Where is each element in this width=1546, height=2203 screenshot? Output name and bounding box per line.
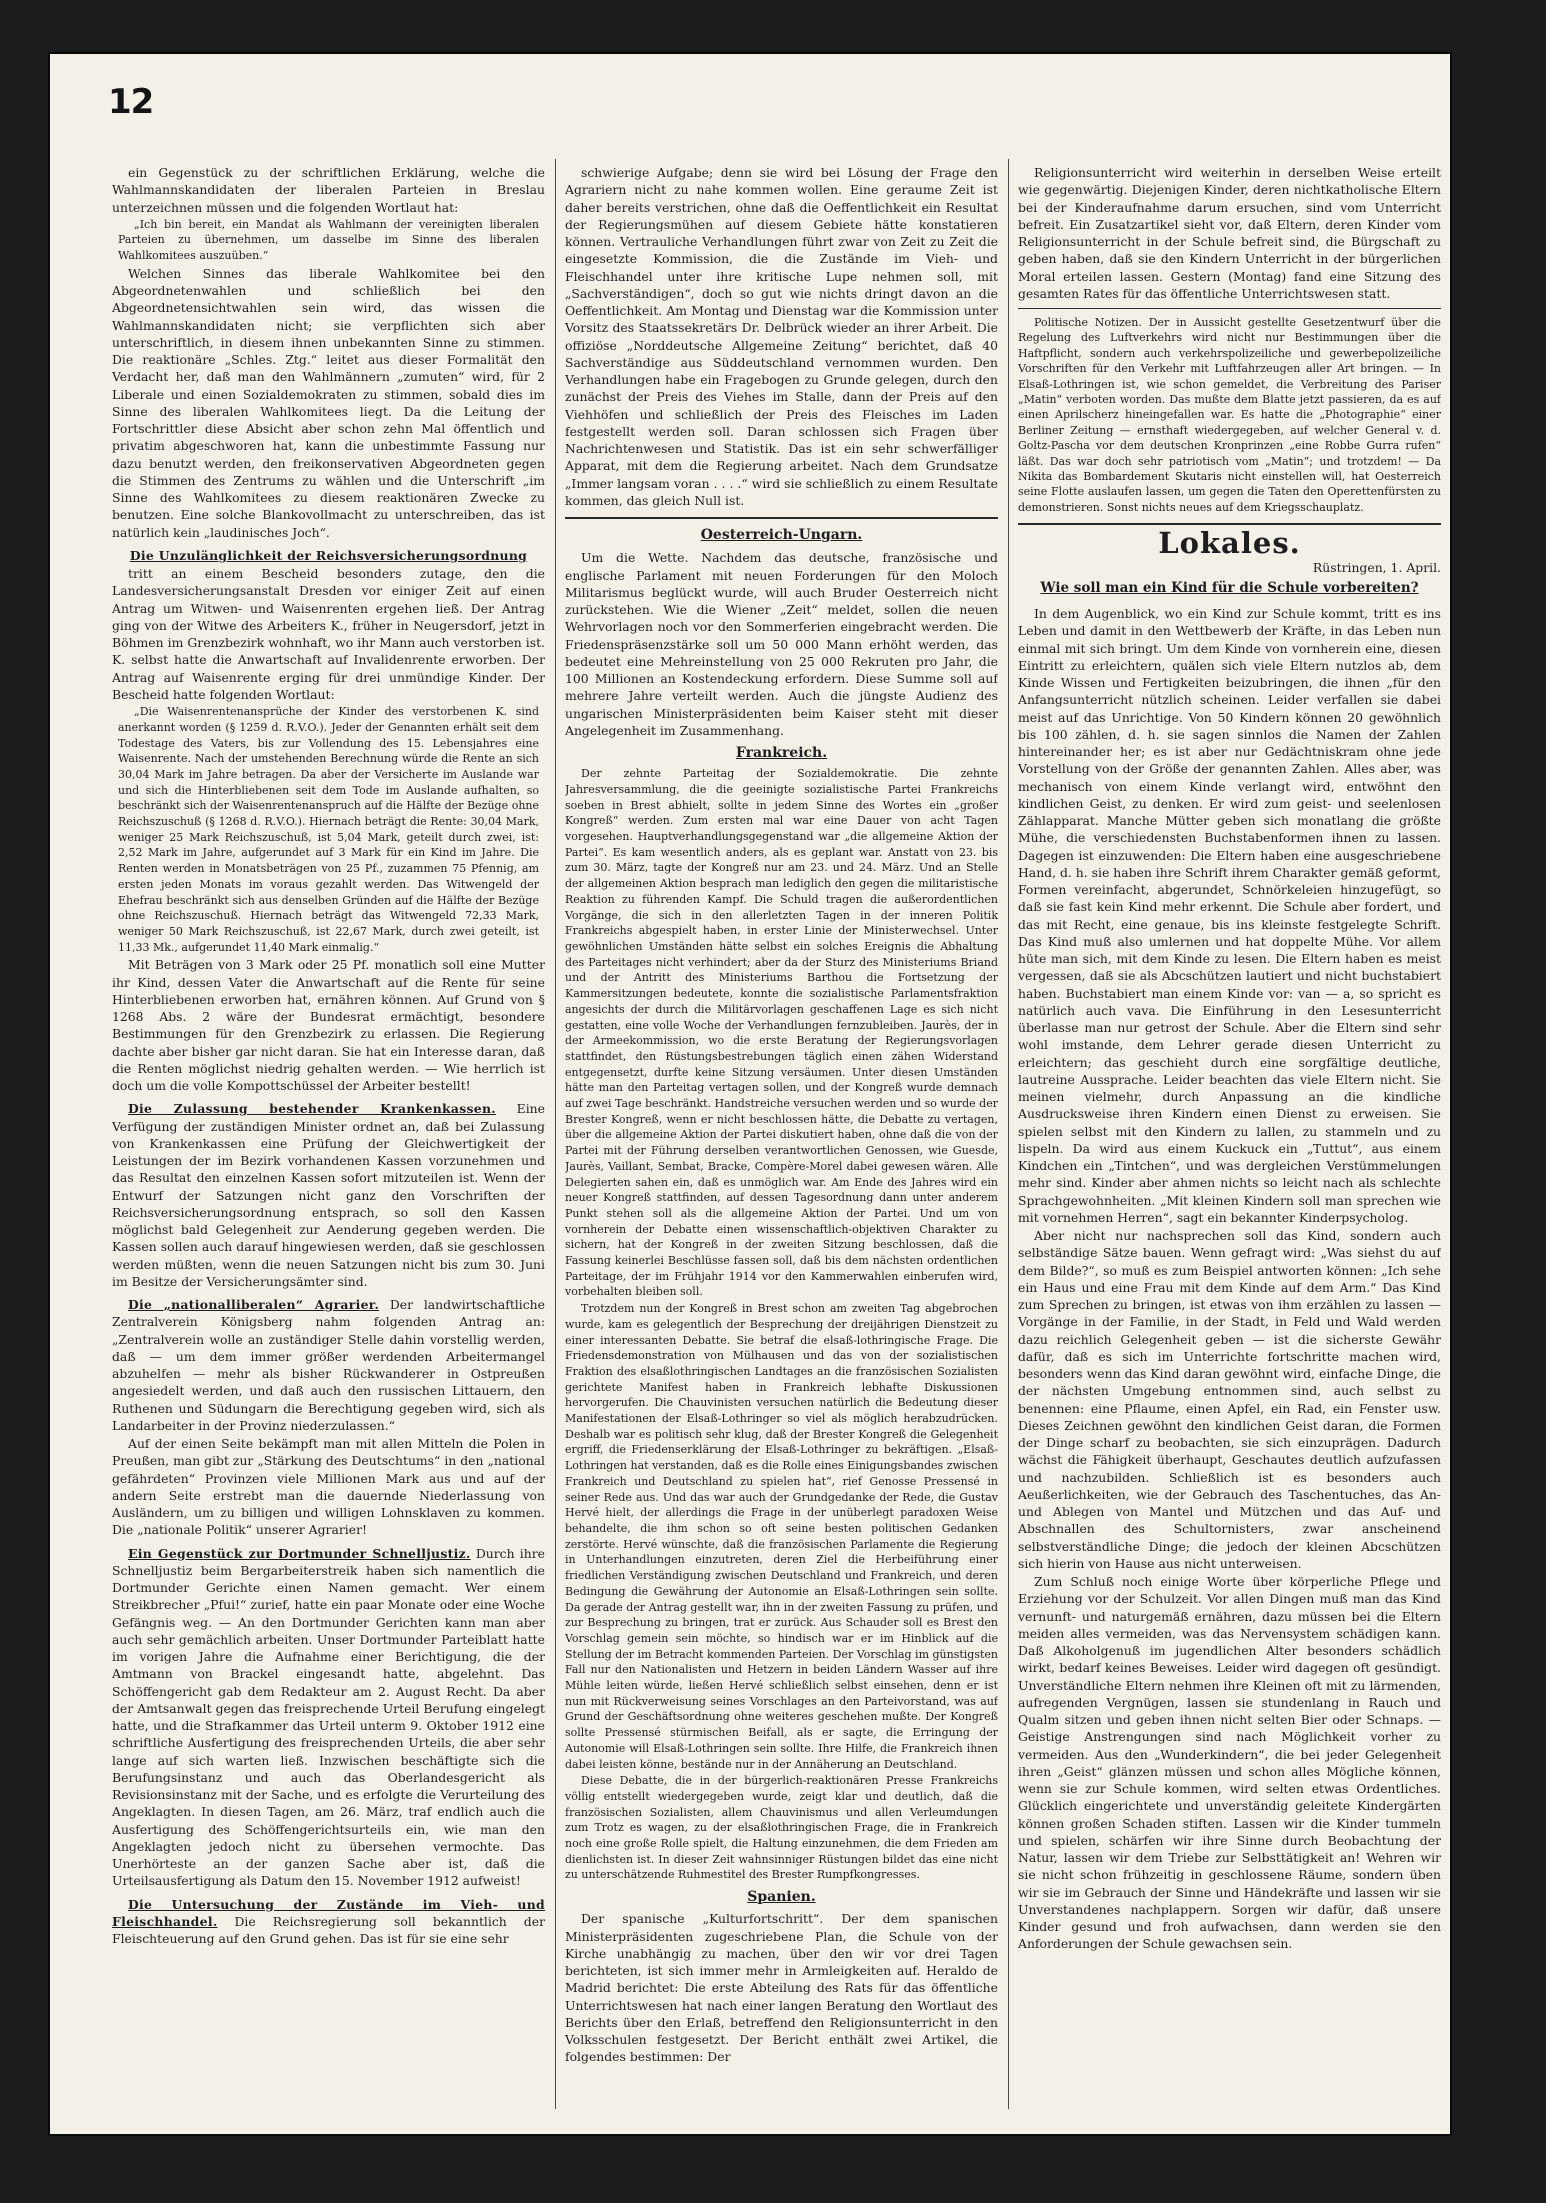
article-heading: Die Zulassung bestehender Krankenkassen. [128, 1101, 496, 1117]
quote-text: „Ich bin bereit, ein Mandat als Wahlmann der vereinigten liberalen Parteien zu übernehmen, um dasselbe im Sinne des liberalen Wahlkomitees auszuüben.“ [118, 217, 539, 263]
article-text: Der spanische „Kulturfortschritt“. Der dem spanischen Ministerpräsidenten zugeschriebene Plan, die Schule von der Kirche unabhängig zu machen, über den wir vor drei Tagen berichteten, ist sich immer mehr in Armleigkeiten auf. Heraldo de Madrid berichtet: Die erste Abteilung des Rats für das öffentliche Unterrichtswesen hat nach einer langen Beratung den Wortlaut des Berichts über den Erlaß, betreffend den Religionsunterricht in den Volksschulen festgesetzt. Der Bericht enthält zwei Artikel, die folgendes bestimmen: Der [565, 1911, 998, 2065]
article-text: Aber nicht nur nachsprechen soll das Kind, sondern auch selbständige Sätze bauen. Wenn gefragt wird: „Was siehst du auf dem Bilde?“, so muß es zum Beispiel antworten können: „Ich sehe ein Haus und eine Frau mit dem Kinde auf dem Arm.“ Das Kind zum Sprechen zu bringen, ist etwas von ihm erzählen zu lassen — Vorgänge in der Familie, in der Stadt, in Feld und Wald werden dazu reichlich Gelegenheit geben — ist die sicherste Gewähr dafür, daß es sich im Unterrichte fortschritte machen wird, besonders wenn das Kind daran gewöhnt wird, einfache Dinge, die der nächsten Umgebung entnommen sind, auch selbst zu benennen: eine Pflaume, einen Apfel, ein Rad, ein Fenster usw. Dieses Zeichnen gewöhnt den kindlichen Geist daran, die Formen der Dinge scharf zu beobachten, sie sich einzuprägen. Dadurch wächst die Fähigkeit überhaupt, Geschautes deutlich aufzufassen und nachzubilden. Schließlich ist es besonders auch Aeußerlichkeiten, wie der Gebrauch des Taschentuches, das An- und Ablegen von Mantel und Mützchen und das Auf- und Abschnallen des Schultornisters, zwar anscheinend selbstverständliche Dinge; die jedoch der kleinen Abcschützen sich hierin von Hause aus nicht unterweisen. [1018, 1228, 1441, 1571]
article-text: tritt an einem Bescheid besonders zutage, den die Landesversicherungsanstalt Dresden vor einiger Zeit auf einen Antrag um Witwen- und Waisenrenten ergehen ließ. Der Antrag ging von der Witwe des Arbeiters K., früher in Neugersdorf, jetzt in Böhmen im Grenzbezirk wohnhaft, wo ihr Mann auch verstorben ist. K. selbst hatte die Anwartschaft auf Invalidenrente erworben. Der Antrag auf Waisenrente erging für drei unmündige Kinder. Der Bescheid hatte folgenden Wortlaut: [112, 566, 545, 702]
article-text: Auf der einen Seite bekämpft man mit allen Mitteln die Polen in Preußen, man gibt zur „Stärkung des Deutschtums“ in den „national gefährdeten“ Provinzen viele Millionen Mark aus und auf der andern Seite erstrebt man die dauernde Niederlassung von Ausländern, um zu billigen und willigen Lohnsklaven zu kommen. Die „nationale Politik“ unserer Agrarier! [112, 1436, 545, 1538]
article-text: Der landwirtschaftliche Zentralverein Königsberg nahm folgenden Antrag an: „Zentralverein wolle an zuständiger Stelle dahin vorstellig werden, daß — um dem immer größer werdenden Arbeitermangel abzuhelfen — mehr als bisher Rückwanderer in Ostpreußen angesiedelt werden, und daß auch den russischen Littauern, den Ruthenen und Südungarn die Berechtigung gegeben wird, sich als Landarbeiter in der Provinz niederzulassen.“ [112, 1297, 545, 1433]
article-text: Trotzdem nun der Kongreß in Brest schon am zweiten Tag abgebrochen wurde, kam es gelegentlich der Besprechung der dreijährigen Dienstzeit zu einer interessanten Debatte. Sie betraf die elsaß-lothringische Frage. Die Friedensdemonstration von Mülhausen und das von der sozialistischen Fraktion des elsaßlothringischen Landtages an die französischen Sozialisten gerichtete Manifest haben in Frankreich lebhafte Diskussionen hervorgerufen. Die Chauvinisten versuchen natürlich die Bedeutung dieser Manifestationen der Elsaß-Lothringer so viel als möglich herabzudrücken. Deshalb war es politisch sehr klug, daß der Brester Kongreß die Gelegenheit ergriff, die Friedenserklärung der Elsaß-Lothringer zu bekräftigen. „Elsaß-Lothringen hat verstanden, daß es die Rolle eines Einigungsbandes zwischen Frankreich und Deutschland zu spielen hat“, rief Genosse Pressensé in seiner Rede aus. Und das war auch der Grundgedanke der Rede, die Gustav Hervé hielt, der allerdings die Frage in der unüberlegt paradoxen Weise behandelte, die ihm schon so oft seine besten politischen Gedanken zerstörte. Hervé wünschte, daß die französischen Parlamente die Regierung in Unterhandlungen einzutreten, deren Ziel die Herbeiführung einer friedlichen Verständigung zwischen Deutschland und Frankreich, und deren Bedingung die Gewährung der Autonomie an Elsaß-Lothringen sein sollte. Da gerade der Antrag gestellt war, ihn in der zweiten Fassung zu prüfen, und zur Besprechung zu bringen, trat er zurück. Aus Schauder soll es Brest den Vorschlag gemein sein möchte, so hindisch war er im Hinblick auf die Stellung der im Betracht kommenden Parteien. Der Vorschlag im günstigsten Fall nur den Nationalisten und Hetzern in beiden Ländern Wasser auf ihre Mühle leiten würde, ließen Hervé schließlich selbst einsehen, denn er ist nun mit Rückverweisung seines Vorschlages an den Parteivorstand, was auf Grund der Geschäftsordnung ohne weiteres geschehen mußte. Der Kongreß sollte Pressensé stürmischen Beifall, als er sagte, die Erringung der Autonomie will Elsaß-Lothringen sein sollte. Ihre Hilfe, die Frankreich ihnen dabei leisten könne, bestände nur in der Annäherung an Deutschland. [565, 1302, 998, 1771]
section-rule [1018, 523, 1441, 525]
dateline: Rüstringen, 1. April. [1312, 559, 1441, 575]
newspaper-page [50, 54, 1450, 2134]
section-rule [565, 517, 998, 519]
section-heading: Oesterreich-Ungarn. [700, 527, 863, 543]
column-divider [1008, 159, 1009, 2109]
article-text: Der zehnte Parteitag der Sozialdemokratie. Die zehnte Jahresversammlung, die die geeinigte sozialistische Partei Frankreichs soeben in Brest abhielt, sollte in jedem Sinne des Wortes ein „großer Kongreß“ werden. Zum ersten mal war eine Dauer von acht Tagen vorgesehen. Hauptverhandlungsgegenstand war „die allgemeine Aktion der Partei“. Es kam wesentlich anders, als es geplant war. Anstatt von 23. bis zum 30. März, tagte der Kongreß nur am 23. und 24. März. Und an Stelle der allgemeinen Aktion besprach man lediglich den gegen die militaristische Reaktion zu führenden Kampf. Die Schuld tragen die außerordentlichen Vorgänge, die sich in den allerletzten Tagen in der inneren Politik Frankreichs abgespielt haben, in erster Linie der Ministerwechsel. Unter gewöhnlichen Umständen hätte selbst ein solches Ereignis die Abhaltung des Parteitages nicht verhindert; aber da der Sturz des Ministeriums Briand und der Antritt des Ministeriums Barthou die Fortsetzung der Kammersitzungen bedeutete, konnte die sozialistische Parlamentsfraktion angesichts der durch die Militärvorlagen geschaffenen Lage es sich nicht gestatten, eine volle Woche der Verhandlungen fernzubleiben. Jaurès, der in der Armeekommission, wo die erste Beratung der Regierungsvorlagen stattfindet, den Rüstungsbestrebungen täglich einen zähen Widerstand entgegensetzt, durfte keine Sitzung versäumen. Unter diesen Umständen hätte man den Parteitag vertagen sollen, und der Kongreß wurde demnach auf zwei Tage beschränkt. Handstreiche versuchen werden und so wurde der Brester Kongreß, wenn er nicht beschlossen hätte, die Debatte zu vertagen, über die allgemeine Aktion der Partei diskutiert haben, ohne daß die von der Partei mit der Führung derselben verantwortlichen Genossen, wie Guesde, Jaurès, Vaillant, Sembat, Bracke, Compère-Morel dabei gewesen wären. Alle Delegierten sahen ein, daß es unmöglich war. Am Ende des Jahres wird ein neuer Kongreß stattfinden, auf dessen Tagesordnung dann unter anderem Punkt stehen soll als die allgemeine Aktion der Partei. Und um von vornherein der Debatte einen wissenschaftlich-objektiven Charakter zu sichern, hat der Kongreß in der zweiten Sitzung beschlossen, daß die Fassung keinerlei Beschlüsse fassen soll, daß bis dem nächsten ordentlichen Parteitage, der im Frühjahr 1914 vor den Kammerwahlen einberufen wird, vorbehalten bleiben soll. [565, 767, 998, 1299]
article-text: Diese Debatte, die in der bürgerlich-reaktionären Presse Frankreichs völlig entstellt wiedergegeben wurde, zeigt klar und deutlich, daß die französischen Sozialisten, allem Chauvinismus und allen Verleumdungen zum Trotz es wagen, zu der elsaßlothringischen Frage, die in Frankreich noch eine große Rolle spielt, die Haltung einzunehmen, die dem Frieden am dienlichsten ist. In dieser Zeit wahnsinniger Rüstungen bildet das eine nicht zu unterschätzende Ruhmestitel des Brester Rumpfkongresses. [565, 1774, 998, 1882]
article-text: Religionsunterricht wird weiterhin in derselben Weise erteilt wie gegenwärtig. Diejenigen Kinder, deren nichtkatholische Eltern bei der Kinderaufnahme darum ersuchen, sind vom Unterricht befreit. Ein Zusatzartikel sieht vor, daß Eltern, deren Kinder vom Religionsunterricht in der Schule befreit sind, die Bürgschaft zu geben haben, daß sie den Kindern Unterricht in der bürgerlichen Moral erteilen lassen. Gestern (Montag) fand eine Sitzung des gesamten Rates für das öffentliche Unterrichtswesen statt. [1018, 165, 1441, 301]
column-right [1018, 164, 1441, 2109]
quote-text: „Die Waisenrentenansprüche der Kinder des verstorbenen K. sind anerkannt worden (§ 1259 d. R.V.O.). Jeder der Genannten erhält seit dem Todestage des Vaters, bis zur Vollendung des 15. Lebensjahres eine Waisenrente. Nach der umstehenden Berechnung würde die Rente an sich 30,04 Mark im Jahre betragen. Da aber der Versicherte im Auslande war und sich die Hinterbliebenen seit dem Tode im Auslande aufhalten, so beschränkt sich der Waisenrentenanspruch auf die Hälfte der Bezüge ohne Reichszuschuß (§ 1268 d. R.V.O.). Hiernach beträgt die Rente: 30,04 Mark, weniger 25 Mark Reichszuschuß, ist 5,04 Mark, geteilt durch zwei, ist: 2,52 Mark im Jahre, aufgerundet auf 3 Mark für ein Kind im Jahre. Die Renten werden in Monatsbeträgen von 25 Pf., zuzammen 75 Pfennig, am ersten jeden Monats im voraus gezahlt werden. Das Witwengeld der Ehefrau beschränkt sich aus denselben Gründen auf die Hälfte der Bezüge ohne Reichszuschuß. Hiernach beträgt das Witwengeld 72,33 Mark, weniger 50 Mark Reichszuschuß, ist 22,67 Mark, durch zwei geteilt, ist 11,33 Mk., aufgerundet 11,40 Mark einmalig.“ [118, 705, 539, 954]
article-text: ein Gegenstück zu der schriftlichen Erklärung, welche die Wahlmannskandidaten der liberalen Parteien in Breslau unterzeichnen müssen und die folgenden Wortlaut hat: [112, 165, 545, 215]
page-number: 12 [108, 82, 154, 122]
column-middle [565, 164, 998, 2109]
article-text: Zum Schluß noch einige Worte über körperliche Pflege und Erziehung vor der Schulzeit. Vor allen Dingen muß man das Kind vernunft- und naturgemäß ernähren, dazu müssen bei die Eltern meiden alles vermeiden, was das Nervensystem schädigen kann. Daß Alkoholgenuß im jugendlichen Alter besonders schädlich wirkt, bedarf keines Beweises. Leider wird dagegen oft gesündigt. Unverständliche Eltern nehmen ihre Kleinen oft mit zu lärmenden, aufregenden Vergnügen, lassen sie stundenlang in Rauch und Qualm sitzen und geben ihnen nicht selten Bier oder Schnaps. — Geistige Anstrengungen sind nach Möglichkeit vorher zu vermeiden. Aus den „Wunderkindern“, die bei jeder Gelegenheit ihren „Geist“ glänzen müssen und schon alles Mögliche können, wenn sie zur Schule kommen, wird selten etwas Ordentliches. Glücklich eingerichtete und unverständig geleitete Kindergärten können großen Schaden stiften. Lassen wir die Kinder tummeln und spielen, schärfen wir ihre Sinne durch Beobachtung der Natur, lassen wir dem Triebe zur Selbsttätigkeit an! Wehren wir sie nicht schon frühzeitig in geschlossene Räume, sondern üben wir sie im Gebrauch der Sinne und Händekräfte und lassen wir sie Unverstandenes nachplappern. Sorgen wir dafür, daß unsere Kinder gesund und froh aufwachsen, dann werden sie den Anforderungen der Schule gewachsen sein. [1018, 1574, 1441, 1952]
article-heading: Die Untersuchung der Zustände im Vieh- und Fleischhandel. [112, 1896, 545, 1929]
article-text: Eine Verfügung der zuständigen Minister ordnet an, daß bei Zulassung von Krankenkassen eine Prüfung der Gleichwertigkeit der Leistungen der im Bezirk vorhandenen Kassen vorzunehmen und das Resultat den einzelnen Kassen sofort mitzuteilen ist. Wenn der Entwurf der Satzungen nicht ganz den Vorschriften der Reichsversicherungsordnung entsprach, so soll den Kassen möglichst bald Gelegenheit zur Aenderung gegeben werden. Die Kassen sollen auch darauf hingewiesen werden, daß sie geschlossen werden müßten, wenn die neuen Satzungen nicht bis zum 30. Juni im Besitze der Versicherungsämter sind. [112, 1101, 545, 1289]
article-text: schwierige Aufgabe; denn sie wird bei Lösung der Frage den Agrariern nicht zu nahe kommen wollen. Eine geraume Zeit ist daher bereits verstrichen, ohne daß die Oeffentlichkeit ein Resultat der Regierungsmühen auf diesem Gebiete hätte konstatieren können. Vertrauliche Verhandlungen führt zwar von Zeit zu Zeit die eingesetzte Kommission, die die Zustände im Vieh- und Fleischhandel unter ihre kritische Lupe nehmen soll, mit „Sachverständigen“, doch so gut wie nichts dringt davon an die Oeffentlichkeit. Am Montag und Dienstag war die Kommission unter Vorsitz des Staatssekretärs Dr. Delbrück wieder an ihrer Arbeit. Die offiziöse „Norddeutsche Allgemeine Zeitung“ berichtet, daß 40 Sachverständige aus Süddeutschland vernommen wurden. Den Verhandlungen habe ein Fragebogen zu Grunde gelegen, durch den zunächst der Preis des Viehes im Stalle, dann der Preis auf den Viehhöfen und schließlich der Preis des Fleisches im Laden festgestellt werden soll. Daran schlossen sich Fragen über Nachrichtenwesen und Statistik. Das ist ein sehr schwerfälliger Apparat, mit dem die Regierung arbeitet. Nach dem Grundsatze „Immer langsam voran . . . .“ wird sie schließlich zu einem Resultate kommen, das gleich Null ist. [565, 165, 998, 508]
article-text: Mit Beträgen von 3 Mark oder 25 Pf. monatlich soll eine Mutter ihr Kind, dessen Vater die Anwartschaft auf die Rente für seine Hinterbliebenen erworben hat, ernähren können. Auf Grund von § 1268 Abs. 2 wäre der Bundesrat ermächtigt, besondere Bestimmungen für den Grenzbezirk zu erlassen. Die Regierung dachte aber bisher gar nicht daran. Sie hat ein Interesse daran, daß die Renten möglichst niedrig gehalten werden. — Wie herrlich ist doch um die volle Kompottschüssel der Arbeiter bestellt! [112, 957, 545, 1094]
article-heading: Die Unzulänglichkeit der Reichsversicherungsordnung [129, 547, 528, 563]
article-text: Durch ihre Schnelljustiz beim Bergarbeiterstreik haben sich namentlich die Dortmunder Gerichte einen Namen gemacht. Wer einem Streikbrecher „Pfui!“ zurief, hatte ein paar Monate oder eine Woche Gefängnis weg. — An den Dortmunder Gerichten kann man aber auch sehr gemächlich arbeiten. Unser Dortmunder Parteiblatt hatte im vorigen Jahre die Aufnahme einer Berichtigung, die der Amtmann von Brackel eingesandt hatte, abgelehnt. Das Schöffengericht gab dem Redakteur am 2. August Recht. Da aber der Amtsanwalt gegen das freisprechende Urteil Berufung eingelegt hatte, und die Strafkammer das Urteil unterm 9. Oktober 1912 eine schriftliche Ausfertigung des freisprechenden Urteils, die aber sehr lange auf sich warten ließ. Inzwischen beschäftigte sich die Berufungsinstanz und auch das Oberlandesgericht als Revisionsinstanz mit der Sache, und es erfolgte die Verurteilung des Angeklagten. In diesen Tagen, am 26. März, traf endlich auch die Ausfertigung des Schöffengerichtsurteils ein, wie man den Angeklagten jedoch nicht zu übersehen vermochte. Das Unerhörteste an der ganzen Sache aber ist, daß die Urteilsausfertigung als Datum den 15. November 1912 aufweist! [112, 1545, 545, 1889]
column-left [112, 164, 545, 2109]
political-notes: Politische Notizen. Der in Aussicht gestellte Gesetzentwurf über die Regelung des Luftverkehrs wird nicht nur Bestimmungen über die Haftpflicht, sondern auch verkehrspolizeiliche und gewerbepolizeiliche Vorschriften für den Verkehr mit Luftfahrzeugen aller Art bringen. — In Elsaß-Lothringen ist, wie schon gemeldet, die Verbreitung des Pariser „Matin“ verboten worden. Das mußte dem Blatte jetzt passieren, da es auf einen Aprilscherz hineingefallen war. Es hatte die „Photographie“ einer Berliner Zeitung — ernsthaft wiedergegeben, auf welcher General v. d. Goltz-Pascha vor dem deutschen Kronprinzen „eine Robbe Gurra rufen“ läßt. Das war doch sehr patriotisch vom „Matin“; und trotzdem! — Da Nikita das Bombardement Skutaris nicht einstellen will, hat Oesterreich seine Flotte auslaufen lassen, um gegen die Taten den Operettenfürsten zu demonstrieren. Sonst nichts neues auf dem Kriegsschauplatz. [1018, 316, 1441, 514]
article-text: Die Reichsregierung soll bekanntlich der Fleischteuerung auf den Grund gehen. Das ist für sie eine sehr [112, 1913, 545, 1947]
article-text: Welchen Sinnes das liberale Wahlkomitee bei den Abgeordnetenwahlen und schließlich bei den Abgeordnetensichtwahlen sein wird, das wissen die Wahlmannskandidaten nicht; sie verpflichten sich aber unterschriftlich, in diesem ihnen unbekannten Sinne zu stimmen. Die reaktionäre „Schles. Ztg.“ leitet aus dieser Formalität den Verdacht her, daß man den Wahlmännern „zumuten“ wird, für 2 Liberale und einen Sozialdemokraten zu stimmen, sobald dies im Sinne des liberalen Wahlkomitees liegt. Da die Leitung der Fortschrittler diese Absicht aber schon zehn Mal öffentlich und privatim abgeschworen hat, kann die unbestimmte Fassung nur dazu benutzt werden, den freikonservativen Abgeordneten gegen die Stimmen des Zentrums zu wählen und die Unterschrift „im Sinne des Wahlkomitees zu diesem reaktionären Zwecke zu benutzen. Eine solche Blankovollmacht zu unterschreiben, das ist natürlich kein „laudinisches Joch“. [112, 265, 545, 540]
article-heading: Ein Gegenstück zur Dortmunder Schnelljustiz. [128, 1545, 471, 1561]
section-rule [1018, 308, 1441, 309]
section-title-lokales: Lokales. [1158, 526, 1301, 561]
column-divider [555, 159, 556, 2109]
section-heading: Frankreich. [735, 745, 828, 761]
article-heading: Die „nationalliberalen“ Agrarier. [128, 1297, 380, 1313]
article-heading: Wie soll man ein Kind für die Schule vorbereiten? [1040, 579, 1419, 596]
section-heading: Spanien. [747, 1889, 816, 1906]
article-text: In dem Augenblick, wo ein Kind zur Schule kommt, tritt es ins Leben und damit in den Wettbewerb der Kräfte, in das Leben nun einmal mit sich bringt. Um dem Kinde von vornherein eine, diesen Eintritt zu erleichtern, quälen sich viele Eltern nutzlos ab, dem Kinde Wissen und Fertigkeiten beizubringen, die ihnen „für den Anfangsunterricht nützlich scheinen. Leider verfallen sie dabei meist auf das Unrichtige. Von 50 Kindern können 20 gewöhnlich bis 100 zählen, d. h. sie sagen sinnlos die Namen der Zahlen hintereinander her; es ist aber nur Gedächtniskram ohne jede Vorstellung von der Größe der genannten Zahlen. Alles aber, was mechanisch von einem Kinde verlangt wird, entwöhnt den kindlichen Geist, zu denken. Er wird zum geist- und seelenlosen Zählapparat. Manche Mütter geben sich monatlang die größte Mühe, die verschiedensten Buchstabenformen ihnen zu lassen. Dagegen ist einzuwenden: Die Eltern haben eine ausgeschriebene Hand, d. h. sie haben ihre Schrift ihrem Charakter gemäß geformt, Formen vereinfacht, abgerundet, Schnörkeleien hinzugefügt, so daß sie fast kein Kind mehr erkennt. Die Schule aber fordert, und das mit Recht, eine genaue, bis ins kleinste festgelegte Schrift. Das Kind muß also umlernen und hat doppelte Mühe. Vor allem hüte man sich, mit dem Kinde zu lesen. Die Eltern haben es meist vergessen, daß sie als Abcschützen lautiert und nicht buchstabiert haben. Buchstabiert man einem Kinde vor: van — a, so spricht es natürlich auch vava. Die Einführung in den Lesesunterricht überlasse man nur getrost der Schule. Aber die Eltern sind sehr wohl imstande, dem Lehrer gerade diesen Unterricht zu erleichtern; das geschieht durch eine sorgfältige deutliche, lautreine Aussprache. Leider beachten das viele Eltern nicht. Sie meinen vielmehr, durch Anpassung an die kindliche Ausdrucksweise ihren Kindern einen Dienst zu erweisen. Sie spielen selbst mit den Kindern zu lallen, zu stammeln und zu lispeln. Da wird aus einem Kuckuck ein „Tuttut“, aus einem Kindchen ein „Tintchen“, und was dergleichen Verstümmelungen mehr sind. Kinder aber ahmen nichts so leicht nach als schlechte Sprachgewohnheiten. „Mit kleinen Kindern soll man sprechen wie mit vornehmen Herren“, sagt ein bekannter Kinderpsycholog. [1018, 606, 1441, 1225]
article-text: Um die Wette. Nachdem das deutsche, französische und englische Parlament mit neuen Forderungen für den Moloch Militarismus beglückt wurde, will auch Bruder Oesterreich nicht zurückstehen. Wie die Wiener „Zeit“ meldet, sollen die neuen Wehrvorlagen noch vor den Sommerferien eingebracht werden. Die Friedenspräsenzstärke soll um 50 000 Mann erhöht werden, das bedeutet eine Mehreinstellung von 25 000 Rekruten pro Jahr, die 100 Millionen an Kostendeckung erfordern. Diese Summe soll auf mehrere Jahre verteilt werden. Auch die jüngste Audienz des ungarischen Ministerpräsidenten beim Kaiser steht mit dieser Angelegenheit im Zusammenhang. [565, 550, 998, 738]
